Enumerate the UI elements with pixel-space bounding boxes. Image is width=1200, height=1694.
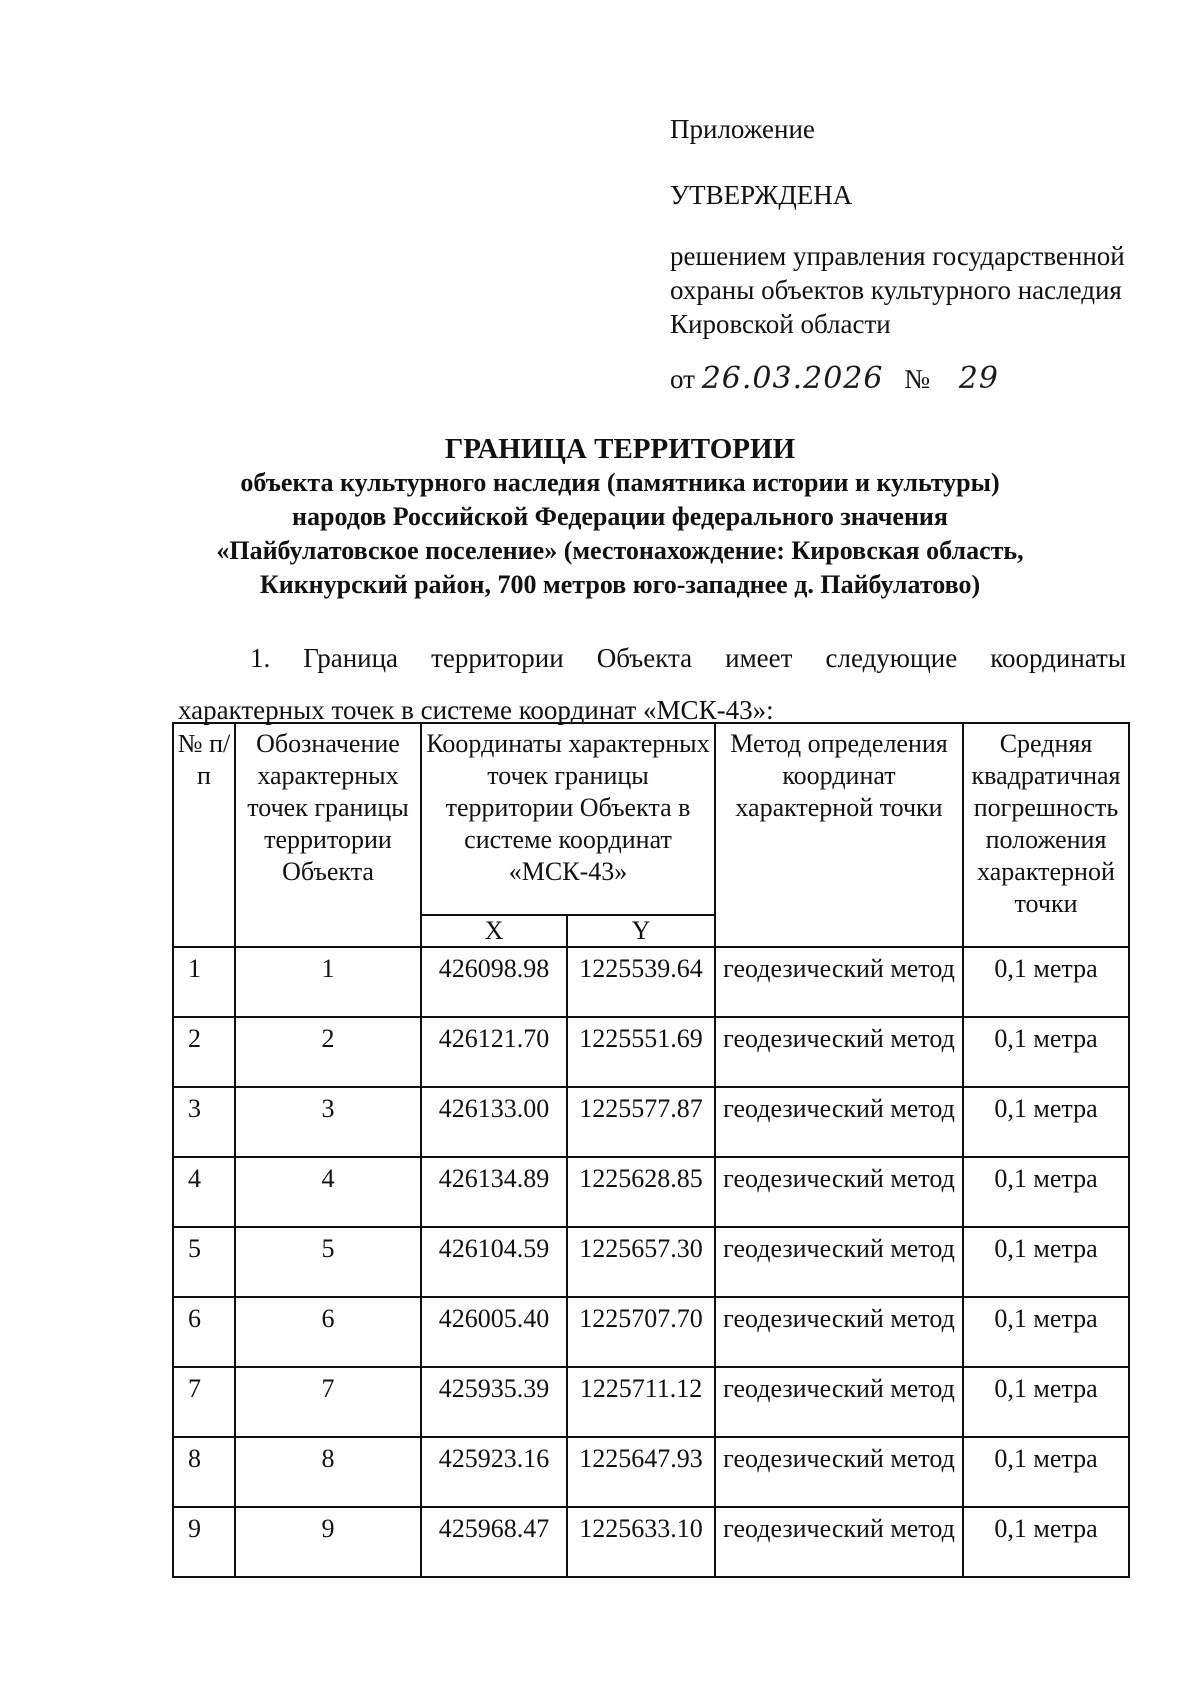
header-method: Метод определения координат характерной точки xyxy=(715,723,963,947)
handwritten-date: 26.03.2026 xyxy=(701,361,884,396)
cell-error: 0,1 метра xyxy=(963,1087,1129,1157)
cell-x: 426134.89 xyxy=(421,1157,567,1227)
cell-x: 426121.70 xyxy=(421,1017,567,1087)
header-no: № п/п xyxy=(173,723,235,947)
cell-no: 1 xyxy=(173,947,235,1017)
cell-no: 4 xyxy=(173,1157,235,1227)
cell-point: 1 xyxy=(235,947,421,1017)
boundary-paragraph xyxy=(178,632,1126,736)
cell-no: 5 xyxy=(173,1227,235,1297)
table-row xyxy=(173,1297,1129,1367)
cell-x: 425968.47 xyxy=(421,1507,567,1577)
cell-y: 1225647.93 xyxy=(567,1437,715,1507)
table-row xyxy=(173,1227,1129,1297)
cell-no: 9 xyxy=(173,1507,235,1577)
cell-method: геодезический метод xyxy=(715,1157,963,1227)
cell-no: 3 xyxy=(173,1087,235,1157)
number-label: № xyxy=(904,364,930,394)
cell-y: 1225707.70 xyxy=(567,1297,715,1367)
cell-method: геодезический метод xyxy=(715,1507,963,1577)
table-row xyxy=(173,1367,1129,1437)
cell-error: 0,1 метра xyxy=(963,1227,1129,1297)
handwritten-number: 29 xyxy=(958,361,999,396)
header-x: X xyxy=(421,915,567,947)
date-prefix: от xyxy=(670,364,695,394)
document-heading xyxy=(120,432,1120,602)
cell-x: 426104.59 xyxy=(421,1227,567,1297)
table-row xyxy=(173,1157,1129,1227)
cell-x: 425935.39 xyxy=(421,1367,567,1437)
cell-point: 3 xyxy=(235,1087,421,1157)
cell-method: геодезический метод xyxy=(715,1087,963,1157)
approved-label: УТВЕРЖДЕНА xyxy=(670,180,853,210)
table-row xyxy=(173,1507,1129,1577)
cell-y: 1225577.87 xyxy=(567,1087,715,1157)
cell-method: геодезический метод xyxy=(715,1437,963,1507)
cell-no: 2 xyxy=(173,1017,235,1087)
decision-text: решением управления государственной охраны объектов культурного наследия Кировской области xyxy=(670,241,1125,339)
cell-no: 6 xyxy=(173,1297,235,1367)
heading-line: народов Российской Федерации федерального значения xyxy=(292,502,948,531)
cell-y: 1225628.85 xyxy=(567,1157,715,1227)
paragraph-line-2: характерных точек в системе координат «МСК-43»: xyxy=(178,695,774,725)
cell-point: 9 xyxy=(235,1507,421,1577)
cell-error: 0,1 метра xyxy=(963,1437,1129,1507)
cell-x: 426005.40 xyxy=(421,1297,567,1367)
cell-point: 6 xyxy=(235,1297,421,1367)
table-row xyxy=(173,1017,1129,1087)
cell-point: 7 xyxy=(235,1367,421,1437)
heading-line: объекта культурного наследия (памятника истории и культуры) xyxy=(240,468,1000,497)
cell-error: 0,1 метра xyxy=(963,1297,1129,1367)
cell-point: 4 xyxy=(235,1157,421,1227)
paragraph-line-1: 1. Граница территории Объекта имеет следующие координаты xyxy=(250,643,1126,673)
heading-line: «Пайбулатовское поселение» (местонахождение: Кировская область, xyxy=(216,536,1024,565)
header-coordinates: Координаты характерных точек границы территории Объекта в системе координат «МСК-43» xyxy=(421,723,715,915)
header-designation: Обозначение характерных точек границы территории Объекта xyxy=(235,723,421,947)
table-row xyxy=(173,1087,1129,1157)
cell-no: 8 xyxy=(173,1437,235,1507)
cell-y: 1225711.12 xyxy=(567,1367,715,1437)
cell-method: геодезический метод xyxy=(715,1017,963,1087)
cell-x: 425923.16 xyxy=(421,1437,567,1507)
cell-method: геодезический метод xyxy=(715,947,963,1017)
cell-no: 7 xyxy=(173,1367,235,1437)
cell-y: 1225633.10 xyxy=(567,1507,715,1577)
table-row xyxy=(173,947,1129,1017)
appendix-label: Приложение xyxy=(670,114,815,144)
cell-error: 0,1 метра xyxy=(963,1157,1129,1227)
cell-x: 426098.98 xyxy=(421,947,567,1017)
cell-y: 1225539.64 xyxy=(567,947,715,1017)
cell-y: 1225657.30 xyxy=(567,1227,715,1297)
date-line xyxy=(670,362,999,396)
cell-error: 0,1 метра xyxy=(963,1507,1129,1577)
coordinates-table xyxy=(172,722,1130,1578)
header-error: Средняя квадратичная погрешность положения характерной точки xyxy=(963,723,1129,947)
cell-error: 0,1 метра xyxy=(963,1017,1129,1087)
table-row xyxy=(173,1437,1129,1507)
cell-method: геодезический метод xyxy=(715,1297,963,1367)
header-y: Y xyxy=(567,915,715,947)
cell-method: геодезический метод xyxy=(715,1367,963,1437)
cell-error: 0,1 метра xyxy=(963,947,1129,1017)
cell-point: 5 xyxy=(235,1227,421,1297)
cell-method: геодезический метод xyxy=(715,1227,963,1297)
cell-y: 1225551.69 xyxy=(567,1017,715,1087)
heading-title: ГРАНИЦА ТЕРРИТОРИИ xyxy=(444,433,796,465)
cell-error: 0,1 метра xyxy=(963,1367,1129,1437)
cell-x: 426133.00 xyxy=(421,1087,567,1157)
cell-point: 8 xyxy=(235,1437,421,1507)
heading-line: Кикнурский район, 700 метров юго-западнее д. Пайбулатово) xyxy=(259,570,981,599)
cell-point: 2 xyxy=(235,1017,421,1087)
